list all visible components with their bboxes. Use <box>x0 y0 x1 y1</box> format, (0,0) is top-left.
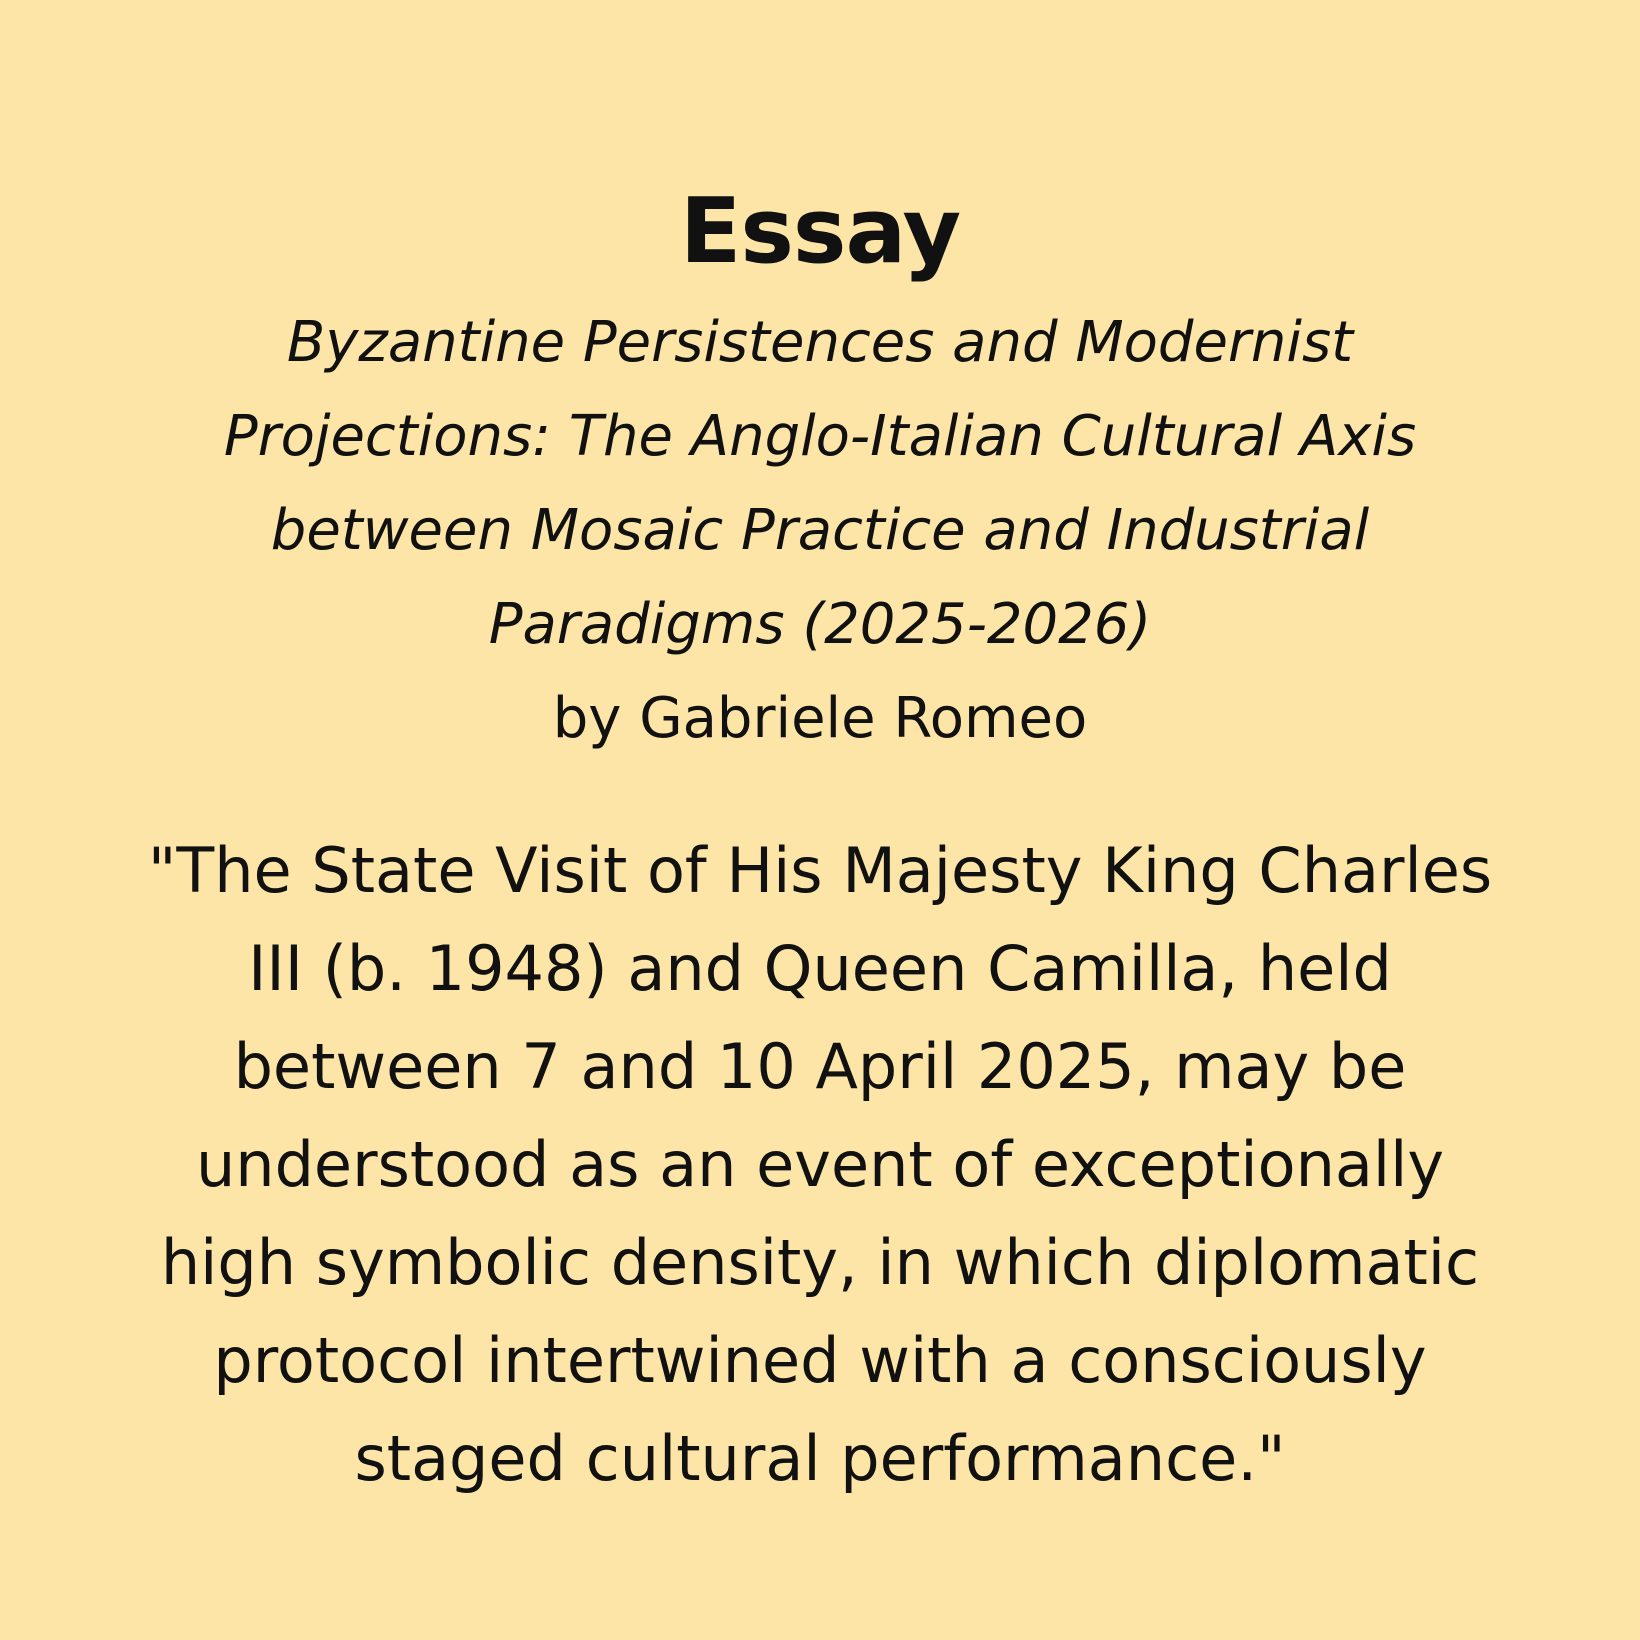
quote-line: understood as an event of exceptionally <box>195 1128 1445 1201</box>
quote-line: staged cultural performance." <box>354 1422 1286 1495</box>
quote-line: high symbolic density, in which diplomatic <box>160 1226 1480 1299</box>
quote-line: protocol intertwined with a consciously <box>213 1324 1427 1397</box>
quote-line: between 7 and 10 April 2025, may be <box>233 1030 1407 1103</box>
essay-heading: Essay <box>679 179 961 284</box>
author-byline: by Gabriele Romeo <box>552 686 1088 751</box>
subtitle-line: between Mosaic Practice and Industrial <box>270 498 1370 563</box>
subtitle-line: Projections: The Anglo-Italian Cultural Axis <box>223 404 1417 469</box>
quote-line: III (b. 1948) and Queen Camilla, held <box>248 932 1392 1005</box>
essay-subtitle <box>100 296 1540 672</box>
quote-line: "The State Visit of His Majesty King Charles <box>147 834 1493 907</box>
subtitle-line: Paradigms (2025-2026) <box>488 592 1152 657</box>
subtitle-line: Byzantine Persistences and Modernist <box>286 310 1354 375</box>
essay-quote <box>70 822 1570 1508</box>
